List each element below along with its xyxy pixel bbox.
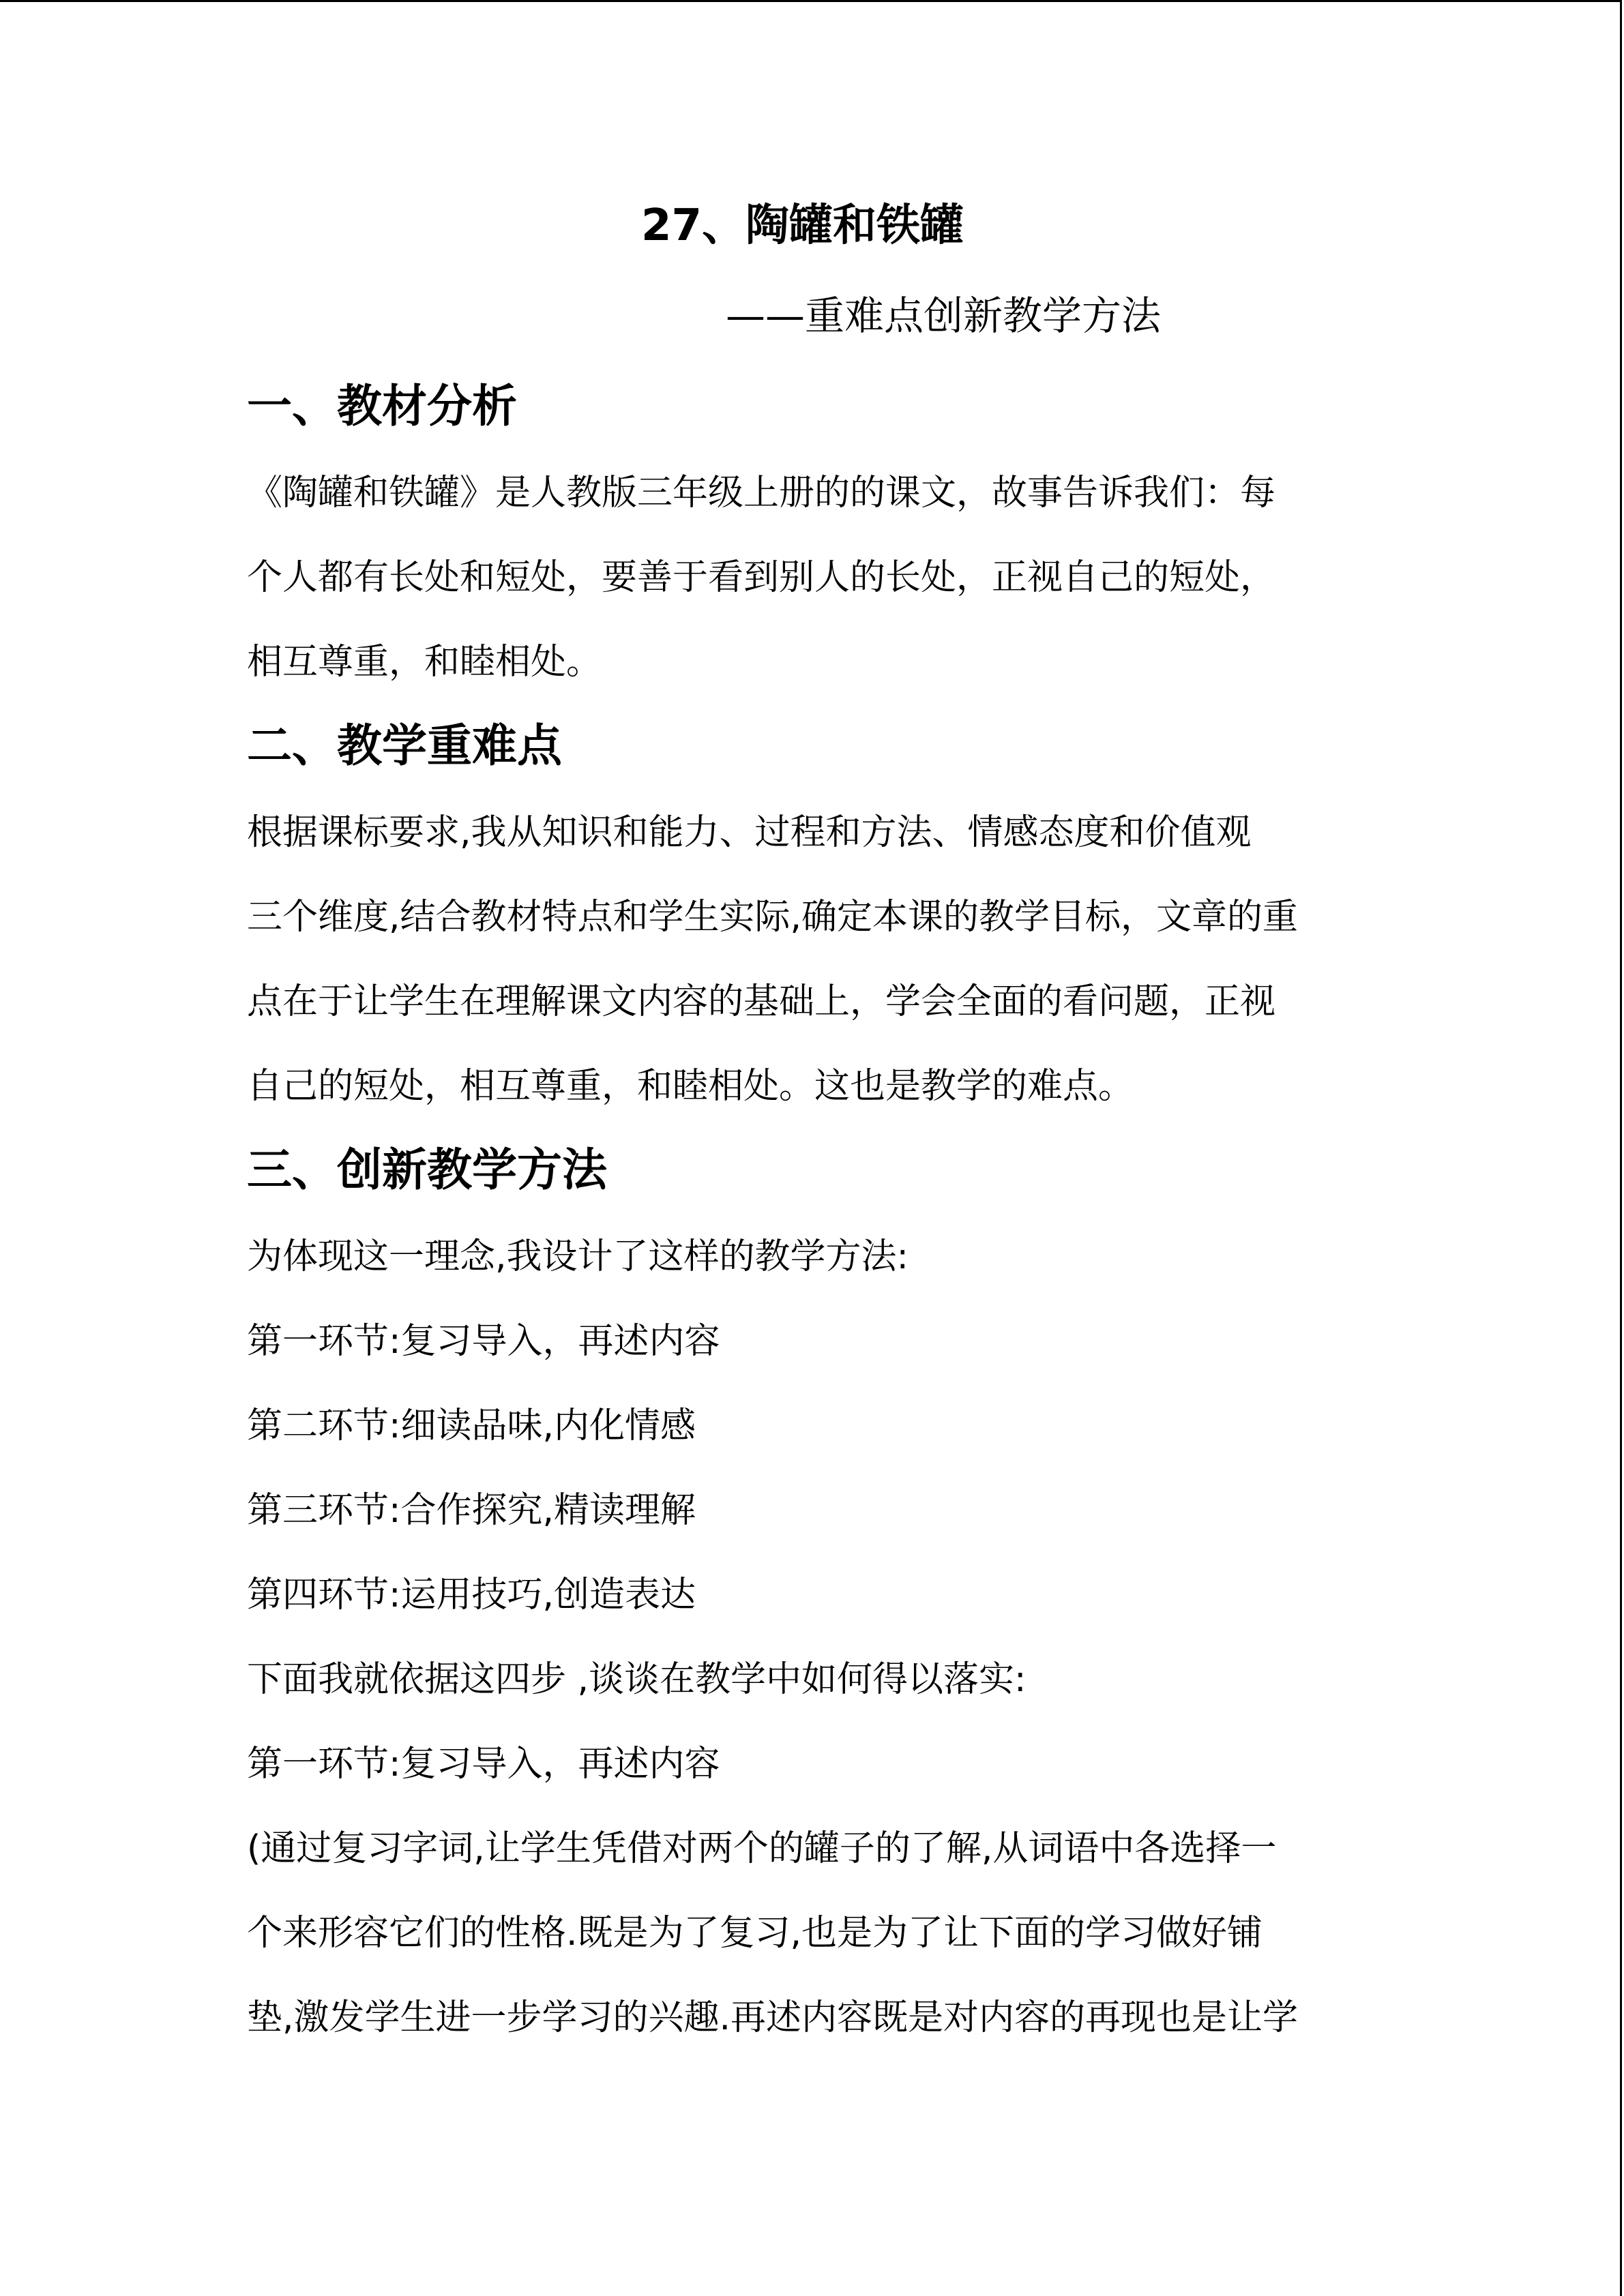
paragraph-line: 个来形容它们的性格.既是为了复习,也是为了让下面的学习做好铺 <box>247 1913 1263 1954</box>
paragraph-line: 点在于让学生在理解课文内容的基础上，学会全面的看问题，正视 <box>247 981 1276 1022</box>
paragraph-line: 第一环节:复习导入，再述内容 <box>247 1321 720 1362</box>
paragraph-line: 第一环节:复习导入，再述内容 <box>247 1744 720 1785</box>
paragraph-line: 个人都有长处和短处，要善于看到别人的长处，正视自己的短处， <box>247 557 1276 598</box>
paragraph-line: 《陶罐和铁罐》是人教版三年级上册的的课文，故事告诉我们：每 <box>247 473 1276 513</box>
paragraph-line: 垫,激发学生进一步学习的兴趣.再述内容既是对内容的再现也是让学 <box>247 1997 1299 2038</box>
paragraph-line: (通过复习字词,让学生凭借对两个的罐子的了解,从词语中各选择一 <box>247 1828 1277 1869</box>
paragraph-line: 下面我就依据这四步 ,谈谈在教学中如何得以落实: <box>247 1659 1027 1700</box>
section-heading-2: 二、教学重难点 <box>247 719 562 772</box>
paragraph-line: 为体现这一理念,我设计了这样的教学方法: <box>247 1236 909 1277</box>
section-heading-1: 一、教材分析 <box>247 380 517 432</box>
paragraph-line: 自己的短处，相互尊重，和睦相处。这也是教学的难点。 <box>247 1066 1134 1107</box>
section-heading-3: 三、创新教学方法 <box>247 1144 607 1196</box>
paragraph-line: 三个维度,结合教材特点和学生实际,确定本课的教学目标，文章的重 <box>247 897 1299 938</box>
paragraph-line: 第四环节:运用技巧,创造表达 <box>247 1575 696 1615</box>
paragraph-line: 第三环节:合作探究,精读理解 <box>247 1490 696 1531</box>
paragraph-line: 第二环节:细读品味,内化情感 <box>247 1405 696 1446</box>
paragraph-line: 相互尊重，和睦相处。 <box>247 642 602 683</box>
document-title: 27、陶罐和铁罐 <box>641 200 964 251</box>
paragraph-line: 根据课标要求,我从知识和能力、过程和方法、情感态度和价值观 <box>247 812 1252 853</box>
document-subtitle: ——重难点创新教学方法 <box>726 293 1162 339</box>
